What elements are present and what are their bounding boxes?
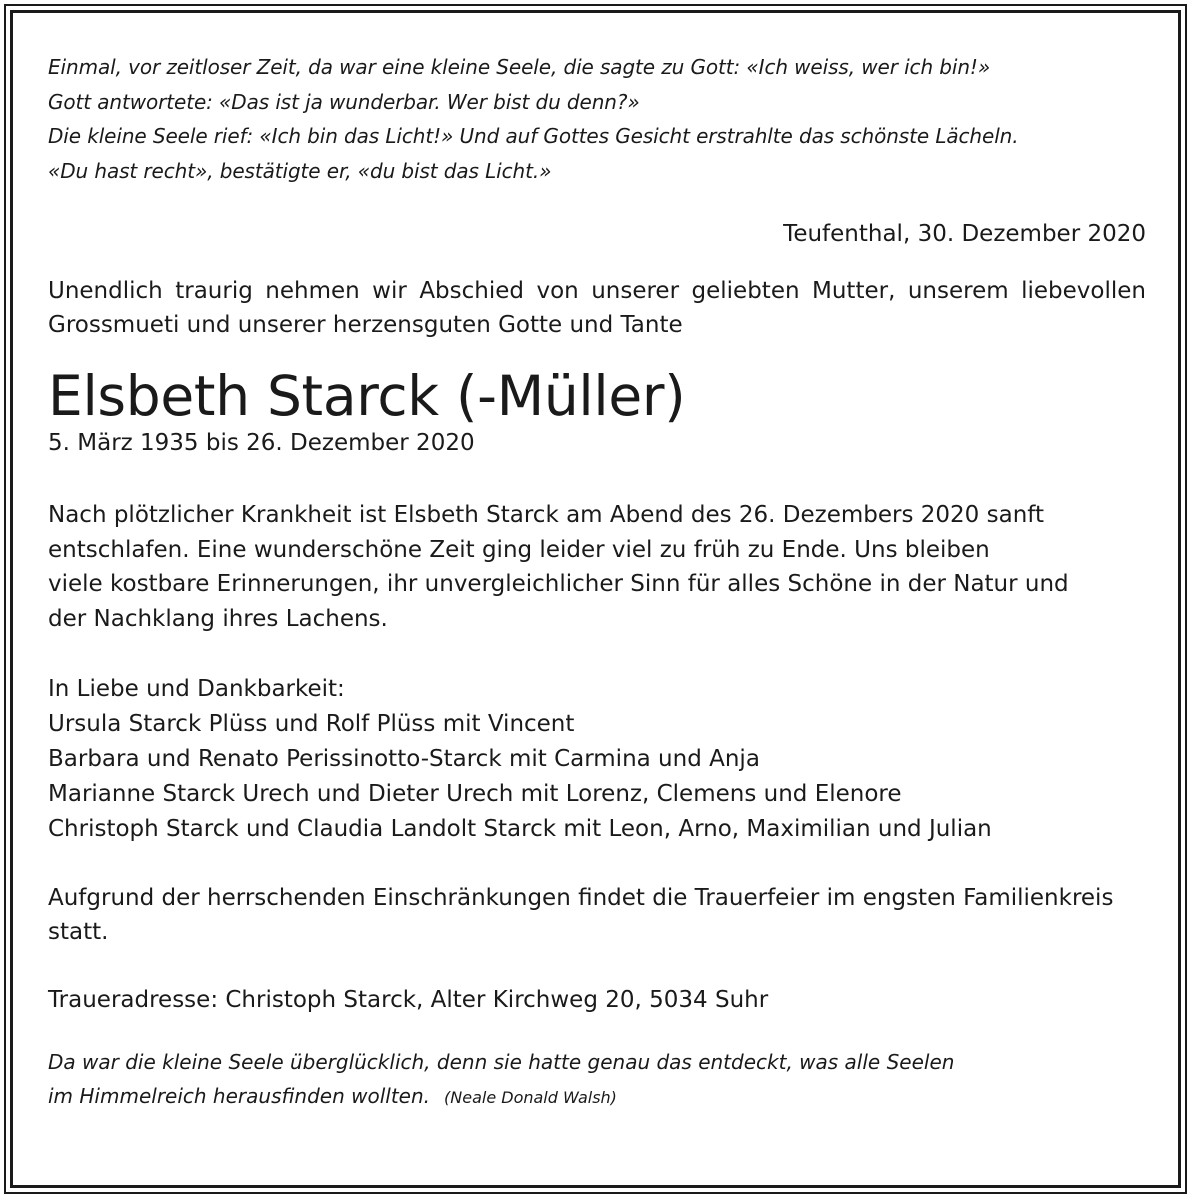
mourner-family: Christoph Starck und Claudia Landolt Starck mit Leon, Arno, Maximilian und Julian [48,816,992,842]
quote-line: «Du hast recht», bestätigte er, «du bist das Licht.» [48,158,552,183]
obituary-content [48,50,1146,1115]
paragraph-line: entschlafen. Eine wunderschöne Zeit ging leider viel zu früh zu Ende. Uns bleiben [48,536,990,563]
mourners-list [48,672,1146,847]
closing-line: Da war die kleine Seele überglücklich, denn sie hatte genau das entdeckt, was alle Seelen [48,1050,955,1074]
quote-attribution: (Neale Donald Walsh) [444,1088,617,1107]
closing-quote [48,1045,1146,1115]
quote-line: Einmal, vor zeitloser Zeit, da war eine kleine Seele, die sagte zu Gott: «Ich weiss, wer ich bin!» [48,55,991,79]
life-dates: 5. März 1935 bis 26. Dezember 2020 [48,430,475,456]
closing-line-text: im Himmelreich herausfinden wollten. [48,1084,431,1108]
announcement-paragraph [48,498,1146,636]
paragraph-line: der Nachklang ihres Lachens. [48,605,388,632]
mourning-address: Traueradresse: Christoph Starck, Alter Kirchweg 20, 5034 Suhr [48,987,769,1013]
deceased-name: Elsbeth Starck (-Müller) [48,364,686,428]
paragraph-line: viele kostbare Erinnerungen, ihr unvergleichlicher Sinn für alles Schöne in der Natur und [48,571,1069,597]
ceremony-notice: Aufgrund der herrschenden Einschränkungen findet die Trauerfeier im engsten Familienkreis statt. [48,885,1114,945]
mourner-family: Ursula Starck Plüss und Rolf Plüss mit Vincent [48,711,575,737]
opening-quote [48,50,1146,188]
mourner-family: Marianne Starck Urech und Dieter Urech mit Lorenz, Clemens und Elenore [48,781,902,807]
mourners-heading: In Liebe und Dankbarkeit: [48,676,345,702]
quote-line: Gott antwortete: «Das ist ja wunderbar. Wer bist du denn?» [48,89,640,114]
paragraph-line: Nach plötzlicher Krankheit ist Elsbeth Starck am Abend des 26. Dezembers 2020 sanft [48,502,1044,528]
intro-text: Unendlich traurig nehmen wir Abschied von unserer geliebten Mutter, unserem liebevollen Grossmueti und unserer herzensguten Gotte und Tante [48,278,1146,338]
closing-line-2 [48,1079,1146,1115]
quote-line: Die kleine Seele rief: «Ich bin das Licht!» Und auf Gottes Gesicht erstrahlte das schönste Lächeln. [48,124,1019,148]
mourner-family: Barbara und Renato Perissinotto-Starck mit Carmina und Anja [48,746,760,772]
place-date: Teufenthal, 30. Dezember 2020 [783,221,1146,247]
